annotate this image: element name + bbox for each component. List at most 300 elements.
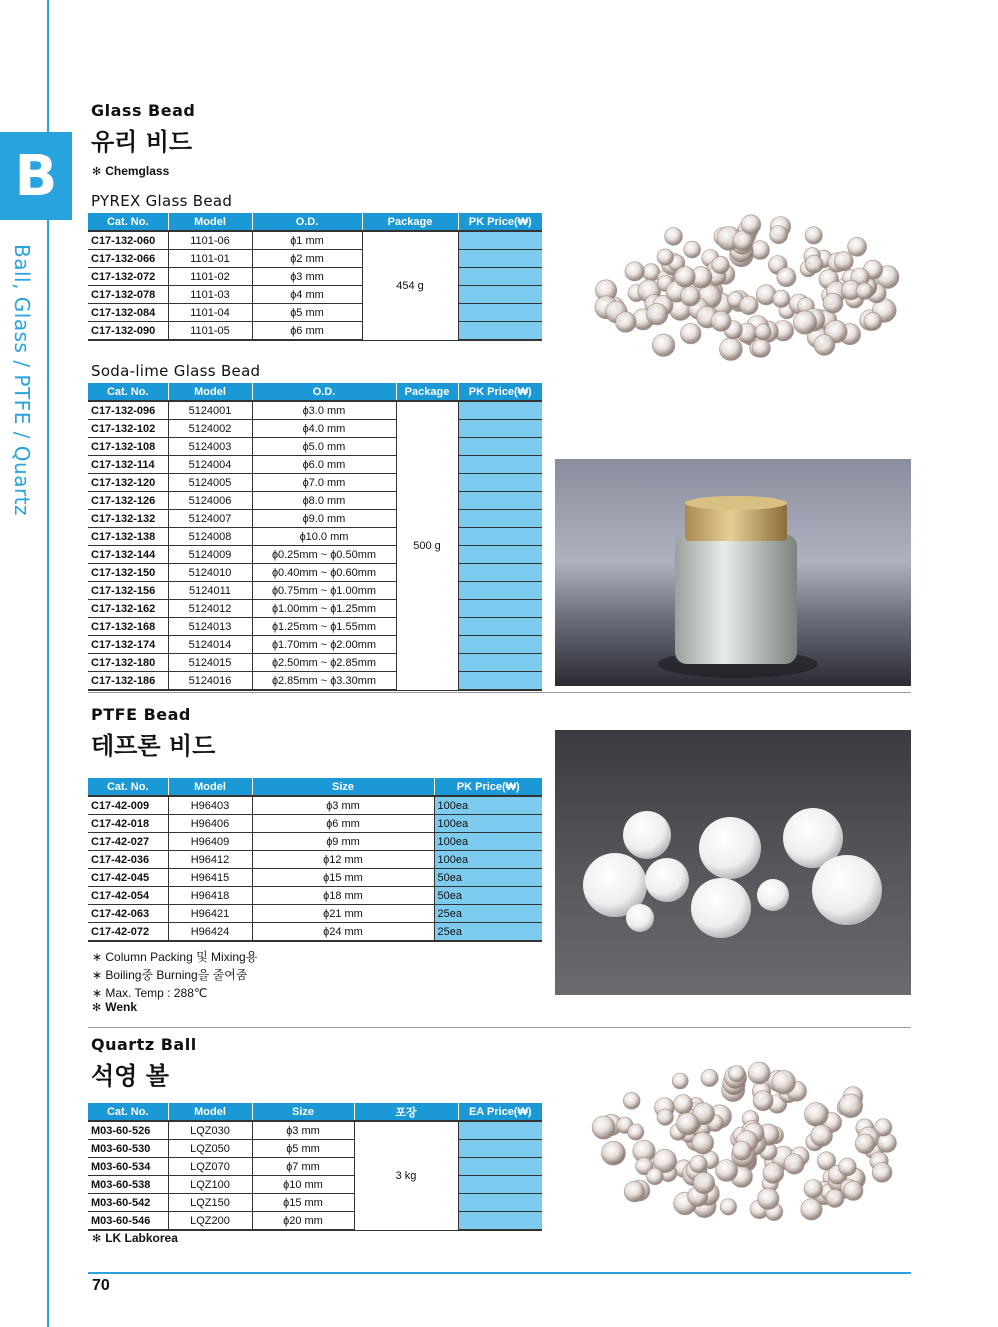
price-cell: [458, 600, 542, 618]
col-header: O.D.: [252, 213, 362, 231]
price-cell: [458, 492, 542, 510]
bead: [875, 1119, 892, 1136]
bead: [628, 1124, 644, 1140]
cat-cell: C17-42-063: [88, 905, 168, 923]
pk-cell: 100ea: [434, 833, 542, 851]
table-row: [88, 510, 542, 528]
model-cell: H96421: [168, 905, 252, 923]
od-cell: ɸ2 mm: [252, 250, 362, 268]
ptfe-brand: Wenk: [105, 1000, 138, 1014]
table-row: [88, 401, 542, 420]
cat-cell: C17-132-120: [88, 474, 168, 492]
price-cell: [458, 546, 542, 564]
price-cell: [458, 456, 542, 474]
bead: [772, 1070, 796, 1094]
cat-cell: C17-132-096: [88, 401, 168, 420]
col-header: Cat. No.: [88, 213, 168, 231]
cat-cell: C17-132-168: [88, 618, 168, 636]
feature-text: Column Packing 및 Mixing용: [105, 950, 258, 964]
bead: [720, 1199, 736, 1215]
cat-cell: C17-132-090: [88, 322, 168, 341]
model-cell: H96406: [168, 815, 252, 833]
model-cell: 5124012: [168, 600, 252, 618]
model-cell: 1101-04: [168, 304, 252, 322]
glass-brand-note: [92, 164, 169, 178]
table-row: [88, 1212, 542, 1231]
ptfe-table: [88, 778, 542, 942]
quartz-title-en: Quartz Ball: [91, 1035, 197, 1054]
price-cell: [458, 1176, 542, 1194]
bead: [665, 228, 683, 246]
section-divider: [88, 692, 911, 693]
col-header: Model: [168, 1103, 252, 1121]
price-cell: [458, 322, 542, 341]
table-row: [88, 618, 542, 636]
price-cell: [458, 672, 542, 691]
bead: [864, 312, 882, 330]
od-cell: ɸ1.00mm ~ ɸ1.25mm: [252, 600, 396, 618]
bead: [834, 252, 853, 271]
price-cell: [458, 528, 542, 546]
quartz-beads-image: [585, 1060, 910, 1230]
od-cell: ɸ10.0 mm: [252, 528, 396, 546]
model-cell: H96415: [168, 869, 252, 887]
od-cell: ɸ2.85mm ~ ɸ3.30mm: [252, 672, 396, 691]
bead: [805, 255, 823, 273]
bead: [732, 1141, 751, 1160]
col-header: Package: [362, 213, 458, 231]
col-header: Model: [168, 778, 252, 796]
glass-brand: Chemglass: [105, 164, 170, 178]
model-cell: 5124014: [168, 636, 252, 654]
cat-cell: C17-132-108: [88, 438, 168, 456]
model-cell: LQZ100: [168, 1176, 252, 1194]
col-header: 포장: [354, 1103, 458, 1121]
cat-cell: M03-60-526: [88, 1121, 168, 1140]
cat-cell: C17-132-162: [88, 600, 168, 618]
feature-item: ∗ Max. Temp : 288℃: [92, 986, 208, 1000]
bead: [615, 312, 636, 333]
cat-cell: M03-60-538: [88, 1176, 168, 1194]
price-cell: [458, 564, 542, 582]
model-cell: 5124004: [168, 456, 252, 474]
bead: [672, 1073, 688, 1089]
table-row: [88, 528, 542, 546]
table-row: [88, 672, 542, 691]
price-cell: [458, 304, 542, 322]
quartz-table: [88, 1103, 542, 1231]
model-cell: 1101-06: [168, 231, 252, 250]
col-header: O.D.: [252, 383, 396, 401]
model-cell: LQZ150: [168, 1194, 252, 1212]
model-cell: H96418: [168, 887, 252, 905]
quartz-brand: LK Labkorea: [105, 1231, 178, 1245]
bead: [811, 1125, 833, 1147]
package-cell: 3 kg: [354, 1121, 458, 1230]
size-cell: ɸ9 mm: [252, 833, 434, 851]
bead: [804, 1103, 828, 1127]
size-cell: ɸ18 mm: [252, 887, 434, 905]
bead: [755, 324, 771, 340]
od-cell: ɸ0.75mm ~ ɸ1.00mm: [252, 582, 396, 600]
price-cell: [458, 1212, 542, 1231]
table-row: [88, 796, 542, 815]
cat-cell: C17-132-180: [88, 654, 168, 672]
soda-table: [88, 383, 542, 691]
cat-cell: C17-42-045: [88, 869, 168, 887]
package-cell: 500 g: [396, 401, 458, 690]
price-cell: [458, 286, 542, 304]
size-cell: ɸ21 mm: [252, 905, 434, 923]
bead: [690, 1155, 707, 1172]
quartz-brand-note: [92, 1231, 178, 1245]
price-cell: [458, 618, 542, 636]
bead: [773, 290, 790, 307]
price-cell: [458, 420, 542, 438]
model-cell: H96424: [168, 923, 252, 942]
cat-cell: C17-42-018: [88, 815, 168, 833]
table-row: [88, 869, 542, 887]
ptfe-brand-note: [92, 1000, 137, 1014]
size-cell: ɸ7 mm: [252, 1158, 354, 1176]
model-cell: 5124002: [168, 420, 252, 438]
bead: [805, 227, 822, 244]
pk-cell: 25ea: [434, 923, 542, 942]
bead: [701, 1069, 718, 1086]
bead: [675, 266, 696, 287]
pyrex-table: [88, 213, 542, 341]
od-cell: ɸ3.0 mm: [252, 401, 396, 420]
od-cell: ɸ5 mm: [252, 304, 362, 322]
cat-cell: C17-132-156: [88, 582, 168, 600]
bead: [677, 1113, 699, 1135]
col-header: PK Price(₩): [458, 383, 542, 401]
col-header: Size: [252, 1103, 354, 1121]
size-cell: ɸ15 mm: [252, 1194, 354, 1212]
model-cell: LQZ070: [168, 1158, 252, 1176]
feature-text: Max. Temp : 288℃: [105, 986, 208, 1000]
glass-beads-image: [585, 210, 910, 370]
table-row: [88, 492, 542, 510]
size-cell: ɸ12 mm: [252, 851, 434, 869]
table-row: [88, 564, 542, 582]
table-row: [88, 1121, 542, 1140]
ptfe-title-en: PTFE Bead: [91, 705, 191, 724]
jar-image: [555, 459, 911, 686]
glass-title-en: Glass Bead: [91, 101, 196, 120]
od-cell: ɸ7.0 mm: [252, 474, 396, 492]
col-header: Package: [396, 383, 458, 401]
size-cell: ɸ3 mm: [252, 796, 434, 815]
cat-cell: C17-132-126: [88, 492, 168, 510]
bead: [848, 237, 867, 256]
pk-cell: 100ea: [434, 796, 542, 815]
ptfe-balls-image: [555, 730, 911, 995]
feature-item: ∗ Boiling중 Burning을 줄여줌: [92, 968, 248, 982]
model-cell: 5124015: [168, 654, 252, 672]
bead: [839, 1094, 863, 1118]
cat-cell: C17-42-009: [88, 796, 168, 815]
cat-cell: C17-132-186: [88, 672, 168, 691]
price-cell: [458, 1158, 542, 1176]
size-cell: ɸ15 mm: [252, 869, 434, 887]
glass-title-ko: 유리 비드: [91, 128, 193, 156]
price-cell: [458, 636, 542, 654]
price-cell: [458, 654, 542, 672]
model-cell: LQZ030: [168, 1121, 252, 1140]
model-cell: H96412: [168, 851, 252, 869]
bead: [777, 268, 796, 287]
section-vertical-title: Ball, Glass / PTFE / Quartz: [10, 244, 34, 517]
table-row: [88, 438, 542, 456]
model-cell: 1101-02: [168, 268, 252, 286]
price-cell: [458, 401, 542, 420]
table-row: [88, 582, 542, 600]
pyrex-subtitle: PYREX Glass Bead: [91, 192, 233, 210]
table-row: [88, 474, 542, 492]
bead: [681, 323, 702, 344]
model-cell: LQZ200: [168, 1212, 252, 1231]
bead: [823, 293, 843, 313]
cat-cell: C17-132-066: [88, 250, 168, 268]
model-cell: 5124009: [168, 546, 252, 564]
bead: [601, 1141, 625, 1165]
bead: [720, 338, 743, 361]
bead: [692, 1132, 714, 1154]
bead: [680, 286, 700, 306]
bead: [752, 339, 770, 357]
cat-cell: C17-132-114: [88, 456, 168, 474]
bead: [758, 1188, 779, 1209]
size-cell: ɸ6 mm: [252, 815, 434, 833]
cat-cell: C17-42-036: [88, 851, 168, 869]
table-row: [88, 268, 542, 286]
table-row: [88, 420, 542, 438]
od-cell: ɸ1.25mm ~ ɸ1.55mm: [252, 618, 396, 636]
bead: [839, 1158, 857, 1176]
bead: [684, 241, 701, 258]
od-cell: ɸ5.0 mm: [252, 438, 396, 456]
col-header: PK Price(₩): [458, 213, 542, 231]
cat-cell: C17-132-132: [88, 510, 168, 528]
cat-cell: C17-42-054: [88, 887, 168, 905]
price-cell: [458, 231, 542, 250]
size-cell: ɸ5 mm: [252, 1140, 354, 1158]
feature-text: Boiling중 Burning을 줄여줌: [105, 968, 248, 982]
bead: [657, 249, 673, 265]
cat-cell: C17-132-174: [88, 636, 168, 654]
cat-cell: C17-132-102: [88, 420, 168, 438]
bead: [625, 262, 644, 281]
bead: [784, 1154, 804, 1174]
model-cell: 5124006: [168, 492, 252, 510]
quartz-ball-photo: [585, 1060, 910, 1230]
bead: [801, 1199, 822, 1220]
cat-cell: C17-132-072: [88, 268, 168, 286]
cat-cell: M03-60-534: [88, 1158, 168, 1176]
table-row: [88, 1194, 542, 1212]
model-cell: 5124003: [168, 438, 252, 456]
table-row: [88, 905, 542, 923]
bead: [763, 1163, 784, 1184]
table-row: [88, 250, 542, 268]
bead: [804, 1180, 823, 1199]
od-cell: ɸ9.0 mm: [252, 510, 396, 528]
col-header: EA Price(₩): [458, 1103, 542, 1121]
cat-cell: C17-132-138: [88, 528, 168, 546]
price-cell: [458, 474, 542, 492]
table-row: [88, 456, 542, 474]
table-row: [88, 654, 542, 672]
bead: [729, 1066, 746, 1083]
table-row: [88, 322, 542, 341]
bead: [739, 296, 758, 315]
size-cell: ɸ20 mm: [252, 1212, 354, 1231]
col-header: Model: [168, 383, 252, 401]
jar-photo: [555, 459, 911, 686]
footer-rule: [88, 1272, 911, 1274]
od-cell: ɸ1 mm: [252, 231, 362, 250]
od-cell: ɸ4 mm: [252, 286, 362, 304]
quartz-title-ko: 석영 볼: [91, 1062, 169, 1090]
asterisk-icon: ✻: [92, 1233, 102, 1245]
cat-cell: C17-132-078: [88, 286, 168, 304]
bead: [844, 1181, 863, 1200]
od-cell: ɸ6.0 mm: [252, 456, 396, 474]
model-cell: H96409: [168, 833, 252, 851]
package-cell: 454 g: [362, 231, 458, 340]
model-cell: 5124007: [168, 510, 252, 528]
od-cell: ɸ0.40mm ~ ɸ0.60mm: [252, 564, 396, 582]
cat-cell: C17-132-144: [88, 546, 168, 564]
cat-cell: C17-42-072: [88, 923, 168, 942]
model-cell: 5124001: [168, 401, 252, 420]
cat-cell: M03-60-542: [88, 1194, 168, 1212]
col-header: Model: [168, 213, 252, 231]
asterisk-icon: ✻: [92, 166, 102, 178]
size-cell: ɸ3 mm: [252, 1121, 354, 1140]
table-row: [88, 546, 542, 564]
price-cell: [458, 250, 542, 268]
soda-subtitle: Soda-lime Glass Bead: [91, 362, 261, 380]
table-row: [88, 833, 542, 851]
model-cell: H96403: [168, 796, 252, 815]
model-cell: 5124008: [168, 528, 252, 546]
col-header: PK Price(₩): [434, 778, 542, 796]
od-cell: ɸ2.50mm ~ ɸ2.85mm: [252, 654, 396, 672]
model-cell: 5124010: [168, 564, 252, 582]
cat-cell: C17-132-084: [88, 304, 168, 322]
pk-cell: 50ea: [434, 869, 542, 887]
table-row: [88, 286, 542, 304]
table-row: [88, 923, 542, 942]
od-cell: ɸ3 mm: [252, 268, 362, 286]
table-row: [88, 1140, 542, 1158]
bead: [814, 334, 835, 355]
model-cell: 1101-03: [168, 286, 252, 304]
bead: [674, 1095, 693, 1114]
cat-cell: M03-60-546: [88, 1212, 168, 1231]
bead: [748, 1062, 770, 1084]
section-divider: [88, 1027, 911, 1028]
bead: [693, 1172, 714, 1193]
price-cell: [458, 1140, 542, 1158]
price-cell: [458, 510, 542, 528]
bead: [770, 226, 788, 244]
model-cell: 5124016: [168, 672, 252, 691]
bead: [855, 1134, 875, 1154]
bead: [657, 1109, 673, 1125]
bead: [624, 1181, 645, 1202]
bead: [711, 311, 731, 331]
col-header: Cat. No.: [88, 778, 168, 796]
table-row: [88, 815, 542, 833]
model-cell: 5124013: [168, 618, 252, 636]
bead: [741, 215, 761, 235]
price-cell: [458, 1121, 542, 1140]
bead: [793, 311, 816, 334]
ptfe-title-ko: 테프론 비드: [91, 732, 216, 760]
bead: [877, 1133, 896, 1152]
pk-cell: 100ea: [434, 815, 542, 833]
bead: [856, 283, 873, 300]
pk-cell: 100ea: [434, 851, 542, 869]
model-cell: 1101-05: [168, 322, 252, 341]
od-cell: ɸ6 mm: [252, 322, 362, 341]
table-row: [88, 1158, 542, 1176]
col-header: Size: [252, 778, 434, 796]
pk-cell: 25ea: [434, 905, 542, 923]
cat-cell: C17-132-060: [88, 231, 168, 250]
od-cell: ɸ4.0 mm: [252, 420, 396, 438]
section-letter: B: [14, 143, 58, 209]
ptfe-photo: [555, 730, 911, 995]
bead: [753, 1091, 773, 1111]
table-row: [88, 636, 542, 654]
asterisk-icon: ✻: [92, 1002, 102, 1014]
col-header: Cat. No.: [88, 1103, 168, 1121]
price-cell: [458, 1194, 542, 1212]
section-tab: [0, 132, 72, 220]
table-row: [88, 887, 542, 905]
table-row: [88, 600, 542, 618]
bead: [647, 1168, 664, 1185]
model-cell: 5124011: [168, 582, 252, 600]
pk-cell: 50ea: [434, 887, 542, 905]
cat-cell: M03-60-530: [88, 1140, 168, 1158]
bead: [751, 241, 770, 260]
price-cell: [458, 582, 542, 600]
col-header: Cat. No.: [88, 383, 168, 401]
table-row: [88, 851, 542, 869]
page-number: 70: [92, 1277, 110, 1294]
table-row: [88, 231, 542, 250]
bead: [592, 1116, 615, 1139]
bead: [623, 1092, 640, 1109]
od-cell: ɸ1.70mm ~ ɸ2.00mm: [252, 636, 396, 654]
bead: [712, 256, 730, 274]
price-cell: [458, 438, 542, 456]
bead: [652, 334, 675, 357]
model-cell: 1101-01: [168, 250, 252, 268]
size-cell: ɸ10 mm: [252, 1176, 354, 1194]
glass-bead-photo: [585, 210, 910, 370]
model-cell: LQZ050: [168, 1140, 252, 1158]
cat-cell: C17-42-027: [88, 833, 168, 851]
od-cell: ɸ8.0 mm: [252, 492, 396, 510]
bead: [646, 303, 668, 325]
ptfe-features: [92, 948, 257, 1002]
